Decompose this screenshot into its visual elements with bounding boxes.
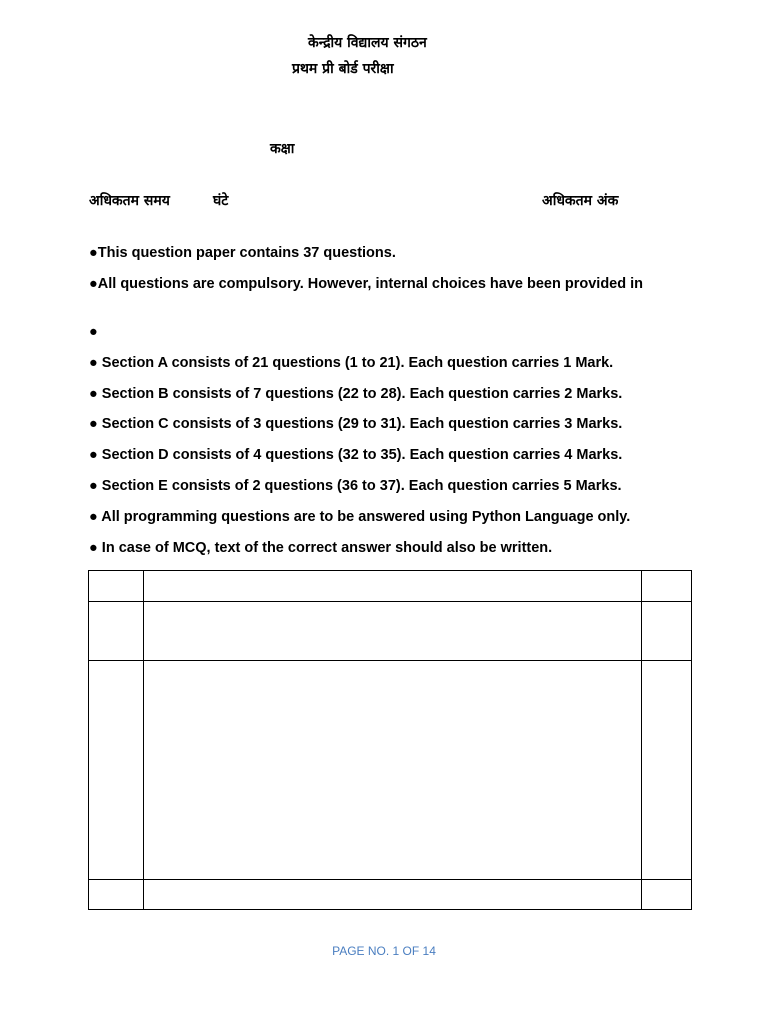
question-number-cell (89, 602, 144, 661)
instruction-item: ● Section D consists of 4 questions (32 to 35). Each question carries 4 Marks. (89, 447, 623, 463)
instruction-item: ● Section E consists of 2 questions (36 to 37). Each question carries 5 Marks. (89, 478, 622, 494)
instruction-item: ● All programming questions are to be answered using Python Language only. (89, 509, 631, 525)
question-text-cell (144, 661, 642, 880)
instruction-item: ● (89, 324, 98, 340)
marks-cell (642, 602, 692, 661)
instruction-item: ● Section B consists of 7 questions (22 to 28). Each question carries 2 Marks. (89, 386, 623, 402)
max-time-label: अधिकतम समय (89, 193, 170, 209)
exam-title: प्रथम प्री बोर्ड परीक्षा (292, 61, 394, 77)
marks-cell (642, 880, 692, 910)
question-text-cell (144, 602, 642, 661)
question-number-cell (89, 661, 144, 880)
table-row (89, 602, 692, 661)
hours-label: घंटे (213, 193, 229, 209)
question-text-cell (144, 880, 642, 910)
marks-cell (642, 661, 692, 880)
instruction-item: ● Section A consists of 21 questions (1 to 21). Each question carries 1 Mark. (89, 355, 614, 371)
marks-cell (642, 571, 692, 602)
org-title: केन्द्रीय विद्यालय संगठन (308, 35, 427, 51)
class-label: कक्षा (270, 141, 295, 157)
instruction-item: ● In case of MCQ, text of the correct answer should also be written. (89, 540, 553, 556)
question-text-cell (144, 571, 642, 602)
instruction-item: ● Section C consists of 3 questions (29 to 31). Each question carries 3 Marks. (89, 416, 623, 432)
instruction-item: ●This question paper contains 37 questions. (89, 245, 396, 261)
question-number-cell (89, 880, 144, 910)
question-table (88, 570, 692, 910)
table-row (89, 661, 692, 880)
table-row (89, 571, 692, 602)
instruction-item: ●All questions are compulsory. However, internal choices have been provided in (89, 276, 644, 292)
max-marks-label: अधिकतम अंक (542, 193, 619, 209)
table-row (89, 880, 692, 910)
question-number-cell (89, 571, 144, 602)
page-number: PAGE NO. 1 OF 14 (332, 944, 436, 958)
